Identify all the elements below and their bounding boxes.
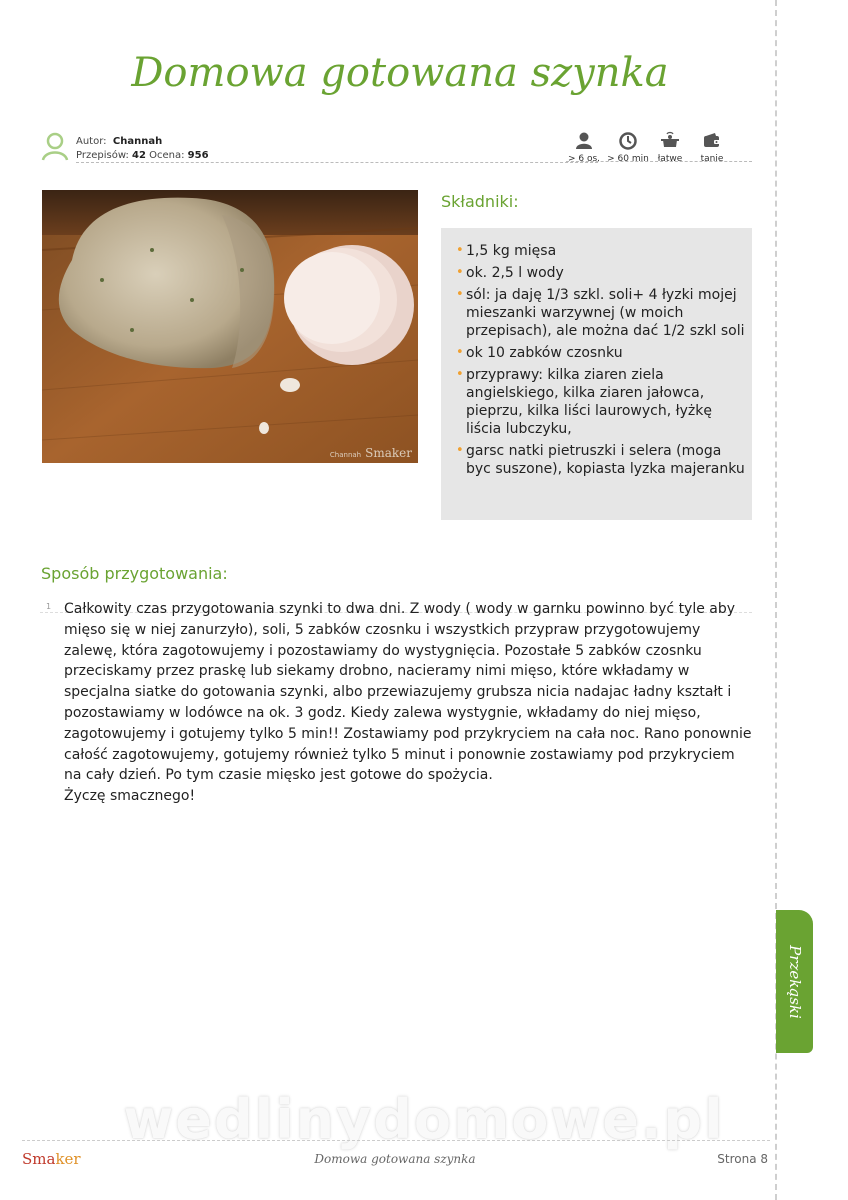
ingredient-item: • sól: ja daję 1/3 szkl. soli+ 4 łyzki mojej mieszanki warzywnej (w moich przepisach), ale można dać 1/2 szkl soli — [466, 286, 748, 340]
site-watermark: wedlinydomowe.pl — [123, 1088, 725, 1151]
time-label: > 60 min — [607, 154, 649, 164]
page-number: Strona 8 — [717, 1152, 768, 1166]
ingredient-item: • 1,5 kg mięsa — [466, 242, 748, 260]
cost-label: tanie — [700, 154, 724, 164]
category-tab-label: Przekąski — [785, 944, 804, 1019]
author-label: Autor: — [76, 136, 107, 147]
author-avatar-icon — [40, 132, 70, 162]
category-tab[interactable] — [776, 910, 813, 1053]
recipes-label: Przepisów: — [76, 150, 129, 161]
rating-value: 956 — [187, 150, 209, 161]
meta-cost — [690, 130, 734, 164]
ingredient-item: • garsc natki pietruszki i selera (moga byc suszone), kopiasta lyzka majeranku — [466, 442, 748, 478]
logo-part1: Sma — [22, 1150, 56, 1168]
footer-title: Domowa gotowana szynka — [314, 1152, 476, 1166]
ingredient-item: • ok 10 zabków czosnku — [466, 344, 748, 362]
step-closing: Życzę smacznego! — [64, 788, 196, 805]
step-number: 1 — [46, 602, 52, 611]
recipe-photo — [42, 190, 418, 463]
difficulty-label: łatwe — [657, 154, 683, 164]
wallet-icon — [701, 130, 723, 152]
meta-divider — [566, 161, 752, 162]
logo-part2: ker — [55, 1150, 81, 1168]
author-info — [76, 135, 209, 163]
ingredient-item: • przyprawy: kilka ziaren ziela angielskiego, kilka ziaren jałowca, pieprzu, kilka liści laurowych, łyżkę liścia lubczyku, — [466, 366, 748, 438]
photo-watermark-author: Channah — [329, 451, 362, 459]
recipes-count: 42 — [132, 150, 146, 161]
ham-photo-illustration — [42, 190, 418, 463]
author-divider — [76, 162, 598, 163]
photo-watermark — [330, 446, 412, 460]
meta-difficulty — [648, 130, 692, 164]
ingredients-heading: Składniki: — [441, 192, 519, 211]
author-name[interactable]: Channah — [112, 136, 163, 147]
ingredients-box — [441, 228, 752, 520]
recipe-title: Domowa gotowana szynka — [131, 50, 669, 96]
step-text — [64, 599, 754, 807]
servings-label: > 6 os. — [567, 154, 601, 164]
footer-divider — [22, 1140, 770, 1141]
step-body: Całkowity czas przygotowania szynki to dwa dni. Z wody ( wody w garnku powinno być tyle aby mięso się w niej zanurzyło), soli, 5 zabków czosnku i wszystkich przypraw przygotowujemy zalewę, która zagotowujemy i pozostawiamy do wystygnięcia. Pozostałe 5 zabków czosnku przeciskamy przez praskę lub siekamy drobno, nacieramy nimi mięso, które wkładamy w specjalna siatke do gotowania szynki, albo przewiazujemy grubsza nicia nadajac ładny kształt i pozostawiamy w lodówce na ok. 3 godz. Kiedy zalewa wystygnie, wkładamy do niej mięso, zagotowujemy i gotujemy tylko 5 min!! Zostawiamy pod przykryciem na cała noc. Rano ponownie całość zagotowujemy, gotujemy również tylko 5 minut i ponownie zostawiamy pod przykryciem na cały dzień. Po tym czasie mięsko jest gotowe do spożycia. — [64, 601, 752, 784]
recipe-meta — [566, 130, 752, 166]
ingredients-list — [441, 228, 752, 478]
rating-label: Ocena: — [149, 150, 185, 161]
method-heading: Sposób przygotowania: — [41, 564, 228, 583]
author-block — [40, 130, 560, 162]
person-icon — [573, 130, 595, 152]
cooking-pot-icon — [659, 130, 681, 152]
meta-servings — [562, 130, 606, 164]
meta-time — [606, 130, 650, 164]
clock-icon — [617, 130, 639, 152]
ingredient-item: • ok. 2,5 l wody — [466, 264, 748, 282]
photo-watermark-brand: Smaker — [365, 446, 412, 460]
